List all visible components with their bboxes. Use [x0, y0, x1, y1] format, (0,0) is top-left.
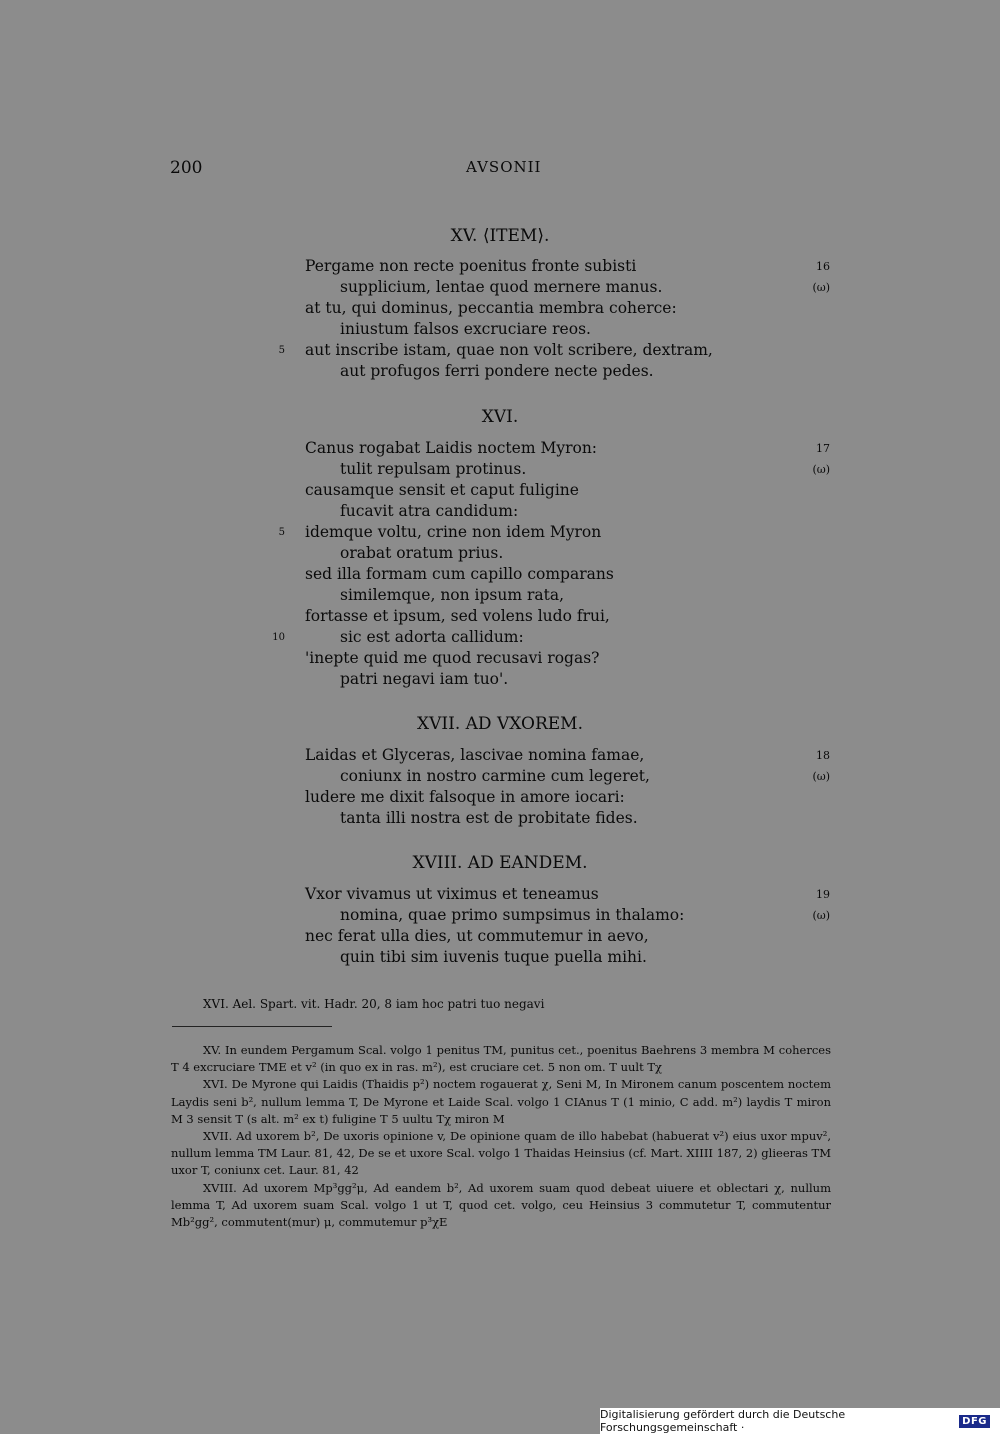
verse-line	[305, 808, 830, 829]
poem-title: XV. ⟨ITEM⟩.	[450, 226, 550, 246]
poem-block	[305, 745, 830, 829]
verse-line	[278, 340, 830, 361]
apparatus-entry: XVIII. Ad uxorem Mp³gg²μ, Ad eandem b², Ad uxorem suam quod debeat uiuere et oblectari χ, nullum lemma T, Ad uxorem suam Scal. volgo 1 ut T, quod cet. volgo, ceu Heinsius 3 commutetur T, commutentur Mb²gg², commutent(mur) μ, commutemur p³χE	[171, 1180, 831, 1230]
verse-text: similemque, non ipsum rata,	[340, 586, 565, 604]
verse-line	[305, 766, 830, 787]
verse-line	[305, 564, 830, 585]
verse-text: at tu, qui dominus, peccantia membra coherce:	[305, 299, 677, 317]
verse-line	[305, 585, 830, 606]
verse-line	[305, 361, 830, 382]
poem-block	[272, 438, 830, 690]
verse-text: supplicium, lentae quod mernere manus.	[340, 278, 663, 296]
poem-marginal-number: 19	[816, 888, 830, 901]
verse-text: ludere me dixit falsoque in amore iocari:	[305, 788, 625, 806]
verse-text: quin tibi sim iuvenis tuque puella mihi.	[340, 948, 647, 966]
verse-text: tanta illi nostra est de probitate fides.	[340, 809, 638, 827]
verse-text: Vxor vivamus ut viximus et teneamus	[305, 885, 599, 903]
verse-text: iniustum falsos excruciare reos.	[340, 320, 591, 338]
verse-text: sed illa formam cum capillo comparans	[305, 565, 614, 583]
apparatus-entry: XV. In eundem Pergamum Scal. volgo 1 penitus TM, punitus cet., poenitus Baehrens 3 membra M coherces T 4 excruciare TME et v² (in quo ex in ras. m²), est cruciare cet. 5 non om. T uult Tχ	[171, 1043, 831, 1075]
page-number: 200	[170, 158, 203, 178]
apparatus-entry: XVI. De Myrone qui Laidis (Thaidis p²) noctem rogauerat χ, Seni M, In Mironem canum poscentem noctem Laydis seni b², nullum lemma T, De Myrone et Laide Scal. volgo 1 CIAnus T (1 minio, C add. m²) laydis T miron M 3 sensit T (s alt. m² ex t) fuligine T 5 uultu Tχ miron M	[171, 1077, 831, 1126]
verse-line	[272, 627, 830, 648]
verse-text: fortasse et ipsum, sed volens ludo frui,	[305, 607, 610, 625]
verse-line	[305, 438, 830, 459]
verse-line	[305, 606, 830, 627]
verse-text: causamque sensit et caput fuligine	[305, 481, 579, 499]
running-head: AVSONII	[466, 158, 542, 176]
verse-line	[305, 480, 830, 501]
verse-line	[305, 745, 830, 766]
divider-rule	[172, 1026, 332, 1027]
verse-text: patri negavi iam tuo'.	[340, 670, 509, 688]
testimonia-line: XVI. Ael. Spart. vit. Hadr. 20, 8 iam hoc patri tuo negavi	[203, 997, 545, 1011]
verse-text: tulit repulsam protinus.	[340, 460, 527, 478]
verse-text: nec ferat ulla dies, ut commutemur in aevo,	[305, 927, 649, 945]
poem-title: XVI.	[481, 407, 519, 427]
verse-text: Laidas et Glyceras, lascivae nomina famae,	[305, 746, 645, 764]
verse-line	[305, 669, 830, 690]
verse-text: sic est adorta callidum:	[340, 628, 524, 646]
poem-marginal-number: (ω)	[812, 281, 830, 294]
poem-title: XVIII. AD EANDEM.	[412, 853, 588, 873]
verse-line	[305, 319, 830, 340]
verse-text: aut profugos ferri pondere necte pedes.	[340, 362, 654, 380]
line-number: 5	[278, 345, 285, 356]
poem-block	[305, 884, 830, 968]
poem-block	[278, 256, 830, 382]
poem-marginal-number: 17	[816, 442, 830, 455]
verse-line	[305, 501, 830, 522]
line-number: 10	[272, 632, 285, 643]
footer-text: Digitalisierung gefördert durch die Deutsche Forschungsgemeinschaft ·	[600, 1408, 846, 1434]
verse-line	[305, 648, 830, 669]
verse-text: 'inepte quid me quod recusavi rogas?	[305, 649, 600, 667]
apparatus-entry: XVII. Ad uxorem b², De uxoris opinione v, De opinione quam de illo habebat (habuerat v²) eius uxor mpuv², nullum lemma TM Laur. 81, 42, De se et uxore Scal. volgo 1 Thaidas Heinsius (cf. Mart. XIIII 187, 2) glieeras TM uxor T, coniunx cet. Laur. 81, 42	[171, 1129, 831, 1178]
poem-marginal-number: (ω)	[812, 770, 830, 783]
line-number: 5	[278, 527, 285, 538]
verse-line	[305, 256, 830, 277]
verse-text: Canus rogabat Laidis noctem Myron:	[305, 439, 598, 457]
verse-line	[305, 543, 830, 564]
poem-marginal-number: 18	[816, 749, 830, 762]
poem-marginal-number: (ω)	[812, 909, 830, 922]
footer-bar	[600, 1408, 1000, 1434]
verse-text: idemque voltu, crine non idem Myron	[305, 523, 602, 541]
verse-line	[305, 947, 830, 968]
verse-line	[305, 277, 830, 298]
dfg-logo-icon: DFG	[959, 1415, 990, 1428]
verse-line	[305, 459, 830, 480]
verse-text: coniunx in nostro carmine cum legeret,	[340, 767, 650, 785]
verse-text: orabat oratum prius.	[340, 544, 504, 562]
verse-line	[305, 787, 830, 808]
verse-text: Pergame non recte poenitus fronte subisti	[305, 257, 637, 275]
verse-text: fucavit atra candidum:	[340, 502, 519, 520]
verse-line	[305, 905, 830, 926]
verse-line	[305, 298, 830, 319]
poem-marginal-number: (ω)	[812, 463, 830, 476]
verse-text: aut inscribe istam, quae non volt scribere, dextram,	[305, 341, 713, 359]
verse-line	[305, 926, 830, 947]
poem-marginal-number: 16	[816, 260, 830, 273]
verse-text: nomina, quae primo sumpsimus in thalamo:	[340, 906, 685, 924]
critical-apparatus	[171, 1042, 831, 1231]
verse-line	[278, 522, 830, 543]
verse-line	[305, 884, 830, 905]
poem-title: XVII. AD VXOREM.	[417, 714, 583, 734]
